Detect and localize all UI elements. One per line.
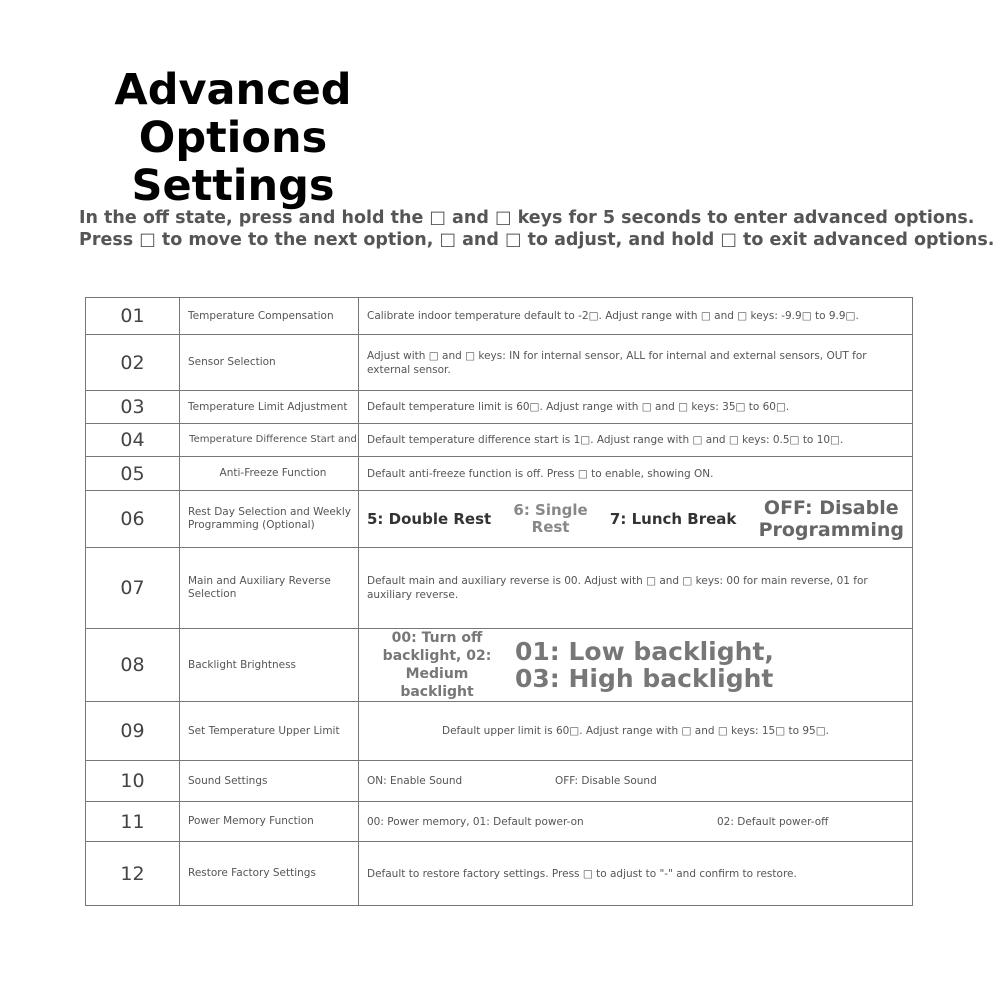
option-number: 02: [86, 335, 180, 391]
option-choice-disable-programming: [759, 497, 904, 541]
table-row: [86, 457, 913, 491]
option-number: 07: [86, 548, 180, 629]
intro-line-1: In the off state, press and hold the □ and □ keys for 5 seconds to enter advanced options.: [79, 208, 975, 228]
option-name: Sound Settings: [180, 761, 359, 802]
option-number: 11: [86, 802, 180, 842]
table-row: [86, 761, 913, 802]
table-row: [86, 424, 913, 457]
table-row: [86, 629, 913, 702]
option-number: 09: [86, 702, 180, 761]
choice-line: 01: Low backlight,: [515, 637, 774, 666]
option-description: Default anti-freeze function is off. Press □ to enable, showing ON.: [359, 457, 913, 491]
table-row: [86, 298, 913, 335]
option-value-a: 00: Power memory, 01: Default power-on: [367, 815, 584, 828]
table-row: [86, 491, 913, 548]
option-name: Set Temperature Upper Limit: [180, 702, 359, 761]
intro-line-2: Press □ to move to the next option, □ and □ to adjust, and hold □ to exit advanced options.: [79, 230, 995, 250]
option-name: Backlight Brightness: [180, 629, 359, 702]
option-number: 10: [86, 761, 180, 802]
choice-line: Medium backlight: [400, 666, 474, 700]
options-table: [85, 297, 913, 906]
option-description: Default upper limit is 60□. Adjust range with □ and □ keys: 15□ to 95□.: [359, 702, 913, 761]
option-description: [359, 802, 913, 842]
option-name: Temperature Difference Start and: [180, 424, 359, 457]
option-number: 08: [86, 629, 180, 702]
choice-line: backlight, 02:: [382, 648, 492, 664]
table-row: [86, 335, 913, 391]
option-number: 12: [86, 842, 180, 906]
option-value-b: OFF: Disable Sound: [555, 775, 657, 787]
choice-line: 00: Turn off: [391, 630, 483, 646]
option-description: Default temperature difference start is 1□. Adjust range with □ and □ keys: 0.5□ to 10□.: [359, 424, 913, 457]
option-value-a: ON: Enable Sound: [367, 775, 463, 787]
option-name: Rest Day Selection and Weekly Programming (Optional): [180, 491, 359, 548]
table-row: [86, 391, 913, 424]
option-number: 06: [86, 491, 180, 548]
table-row: [86, 842, 913, 906]
option-choice-lunch-break: 7: Lunch Break: [609, 510, 737, 528]
option-number: 01: [86, 298, 180, 335]
choice-line: 03: High backlight: [515, 664, 774, 693]
option-name: Power Memory Function: [180, 802, 359, 842]
page-title: [18, 66, 448, 210]
option-name: Temperature Compensation: [180, 298, 359, 335]
option-number: 04: [86, 424, 180, 457]
title-line-1: Advanced Options: [114, 65, 352, 163]
choice-line: Rest: [531, 518, 570, 536]
option-description: Default main and auxiliary reverse is 00. Adjust with □ and □ keys: 00 for main reverse, 01 for auxiliary reverse.: [359, 548, 913, 629]
option-name: Temperature Limit Adjustment: [180, 391, 359, 424]
choice-line: 6: Single: [513, 501, 588, 519]
option-description: [359, 761, 913, 802]
backlight-small-options: [367, 629, 507, 701]
option-description: Default temperature limit is 60□. Adjust range with □ and □ keys: 35□ to 60□.: [359, 391, 913, 424]
option-choice-single-rest: [513, 502, 587, 536]
option-name: Anti-Freeze Function: [180, 457, 359, 491]
option-value-b: 02: Default power-off: [717, 815, 829, 828]
table-row: [86, 702, 913, 761]
option-name: Sensor Selection: [180, 335, 359, 391]
option-description: Calibrate indoor temperature default to -2□. Adjust range with □ and □ keys: -9.9□ to 9.9□.: [359, 298, 913, 335]
intro-text: [79, 207, 994, 251]
option-number: 05: [86, 457, 180, 491]
backlight-large-options: [507, 638, 774, 692]
option-description: [359, 629, 913, 702]
option-name: Restore Factory Settings: [180, 842, 359, 906]
option-name: Main and Auxiliary Reverse Selection: [180, 548, 359, 629]
option-description: [359, 491, 913, 548]
option-description: Adjust with □ and □ keys: IN for internal sensor, ALL for internal and external sensors, OUT for external sensor.: [359, 335, 913, 391]
table-row: [86, 802, 913, 842]
choice-line: Programming: [758, 519, 904, 541]
choice-line: OFF: Disable: [763, 497, 899, 519]
option-number: 03: [86, 391, 180, 424]
title-line-2: Settings: [131, 161, 335, 211]
option-choice-double-rest: 5: Double Rest: [367, 510, 492, 528]
table-row: [86, 548, 913, 629]
option-description: Default to restore factory settings. Press □ to adjust to "-" and confirm to restore.: [359, 842, 913, 906]
